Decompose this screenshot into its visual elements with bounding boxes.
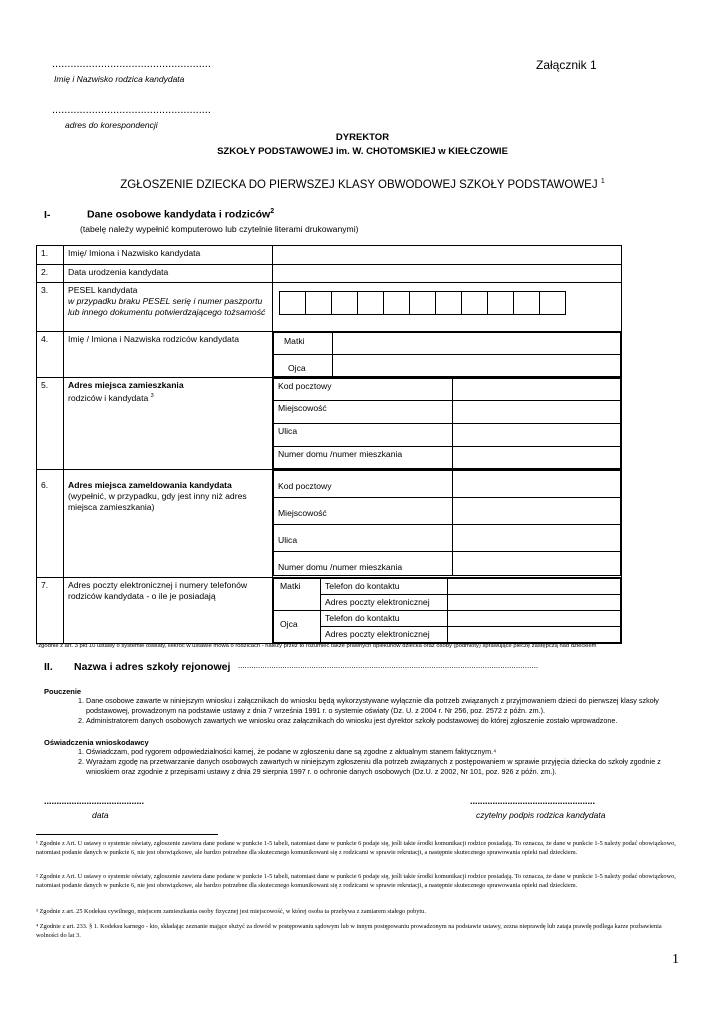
table-row bbox=[37, 265, 622, 283]
candidate-data-table bbox=[36, 245, 622, 644]
attachment-label: Załącznik 1 bbox=[536, 58, 597, 72]
row-label: Adres poczty elektronicznej i numery telefonów rodziców kandydata - o ile je posiadają bbox=[64, 578, 273, 644]
pesel-digit-box[interactable] bbox=[305, 291, 332, 315]
section1-note: (tabelę należy wypełnić komputerowo lub czytelnie literami drukowanymi) bbox=[80, 224, 359, 234]
city-label: Miejscowość bbox=[274, 498, 453, 525]
street-field[interactable] bbox=[453, 525, 621, 552]
pesel-field[interactable] bbox=[273, 283, 622, 332]
row-label: Adres miejsca zamieszkania rodziców i kandydata $^3$ bbox=[64, 378, 273, 470]
mother-email-field[interactable] bbox=[448, 595, 621, 611]
email-label: Adres poczty elektronicznej bbox=[321, 627, 448, 643]
table-row bbox=[37, 283, 622, 332]
mother-label: Matki bbox=[274, 333, 333, 355]
registered-address-cell bbox=[273, 470, 622, 578]
phone-label: Telefon do kontaktu bbox=[321, 611, 448, 627]
pesel-digit-box[interactable] bbox=[409, 291, 436, 315]
document-title: ZGŁOSZENIE DZIECKA DO PIERWSZEJ KLASY OBWODOWEJ SZKOŁY PODSTAWOWEJ $^1$ bbox=[120, 178, 605, 191]
street-field[interactable] bbox=[453, 424, 621, 447]
table-row bbox=[37, 246, 622, 265]
mother-label: Matki bbox=[274, 579, 321, 611]
postal-code-label: Kod pocztowy bbox=[274, 471, 453, 498]
row-label: Adres miejsca zameldowania kandydata (wypełnić, w przypadku, gdy jest inny niż adres miejsca zamieszkania) bbox=[64, 470, 273, 578]
section1-number: I- bbox=[44, 209, 51, 221]
page-number: 1 bbox=[672, 952, 679, 967]
row-label: Data urodzenia kandydata bbox=[64, 265, 273, 283]
father-name-field[interactable] bbox=[333, 355, 621, 377]
section2-title: Nazwa i adres szkoły rejonowej bbox=[74, 661, 231, 673]
pouczenie-list bbox=[36, 696, 666, 726]
pesel-digit-box[interactable] bbox=[461, 291, 488, 315]
city-label: Miejscowość bbox=[274, 401, 453, 424]
father-label: Ojca bbox=[274, 355, 333, 377]
postal-code-field[interactable] bbox=[453, 471, 621, 498]
mother-phone-field[interactable] bbox=[448, 579, 621, 595]
mother-name-field[interactable] bbox=[333, 333, 621, 355]
row-label: Imię / Imiona i Nazwiska rodziców kandydata bbox=[64, 332, 273, 378]
date-dots: ........................................ bbox=[44, 796, 145, 806]
address-label: adres do korespondencji bbox=[65, 120, 158, 130]
father-phone-field[interactable] bbox=[448, 611, 621, 627]
street-label: Ulica bbox=[274, 424, 453, 447]
row-number: 6. bbox=[37, 470, 64, 578]
pesel-digit-box[interactable] bbox=[357, 291, 384, 315]
house-number-field[interactable] bbox=[453, 552, 621, 576]
row-number: 3. bbox=[37, 283, 64, 332]
list-item: 2. Wyrażam zgodę na przetwarzanie danych osobowych zawartych w niniejszym zgłoszeniu dla potrzeb związanych z postępowaniem w sprawie przyjęcia dziecka do szkoły zgodnie z wnioskiem oraz zgodnie z przepisami ustawy z dnia 29 sierpnia 1997 r. o ochronie danych osobowych (Dz.U. z 2002, Nr 101, poz. 926 z późn. zm.). bbox=[86, 757, 666, 777]
house-number-label: Numer domu /numer mieszkania bbox=[274, 447, 453, 469]
row-number: 1. bbox=[37, 246, 64, 265]
street-label: Ulica bbox=[274, 525, 453, 552]
house-number-label: Numer domu /numer mieszkania bbox=[274, 552, 453, 576]
oswiadczenia-title: Oświadczenia wnioskodawcy bbox=[44, 738, 149, 747]
signature-dots: .................................................. bbox=[470, 796, 596, 806]
section1-title: Dane osobowe kandydata i rodziców$^2$ bbox=[87, 208, 275, 221]
footnote-1: ¹ Zgodnie z Art. U ustawy o systemie oświaty, zgłoszenie zawiera dane podane w punkcie 1-5 tabeli, natomiast dane w punkcie 6 podaje się, jeśli takie środki komunikacji rodzice posiadają. To oznacza, że dane w punkcie 1-5 należy podać obowiązkowo, natomiast podanie danych w punkcie 6, nie jest obowiązkowe, ale bardzo potrzebne dla skutecznego komunikowani się z rodzicami w sprawie rekrutacji, a następnie skutecznego sprawowania opieki nad dzieckiem. bbox=[36, 840, 676, 856]
pesel-digit-box[interactable] bbox=[487, 291, 514, 315]
table-row bbox=[37, 578, 622, 644]
recipient-line1: DYREKTOR bbox=[335, 132, 390, 143]
table-row bbox=[37, 332, 622, 378]
oswiadczenia-list bbox=[36, 747, 666, 777]
row-number: 7. bbox=[37, 578, 64, 644]
residence-address-cell bbox=[273, 378, 622, 470]
pesel-digit-box[interactable] bbox=[539, 291, 566, 315]
postal-code-field[interactable] bbox=[453, 379, 621, 401]
date-label: data bbox=[92, 810, 109, 820]
parent-name-label: Imię i Nazwisko rodzica kandydata bbox=[54, 74, 185, 84]
father-label: Ojca bbox=[274, 611, 321, 643]
pesel-digit-box[interactable] bbox=[513, 291, 540, 315]
table-footnote: *zgodnie z art. 3 pkt 10 ustawy o systemie oświaty, ilekroć w ustawie mowa o rodzicach - należy przez to rozumieć także prawnych opiekunów dziecka oraz osoby (podmioty) sprawujące pieczę zastępczą nad dzieckiem bbox=[36, 643, 597, 649]
footnote-3: ³ Zgodnie z art. 25 Kodeksu cywilnego, miejscem zamieszkania osoby fizycznej jest miejscowość, w której osoba ta przebywa z zamiarem stałego pobytu. bbox=[36, 908, 426, 915]
list-item: 1. Dane osobowe zawarte w niniejszym wniosku i załącznikach do wniosku będą wykorzystywane wyłącznie dla potrzeb związanych z przyjmowaniem dzieci do pierwszej klasy szkoły podstawowej, prowadzonym na podstawie ustawy z dnia 7 września 1991 r. o systemie oświaty (Dz. U. z 2004 r. Nr 256, poz. 2572 z późn. zm.). bbox=[86, 696, 666, 716]
father-email-field[interactable] bbox=[448, 627, 621, 643]
list-item: 2. Administratorem danych osobowych zawartych we wniosku oraz załącznikach do wniosku jest dyrektor szkoły podstawowej do której zgłoszenie zostało wprowadzone. bbox=[86, 716, 666, 726]
parent-name-dots: .................................................... bbox=[52, 58, 211, 70]
recipient-line2: SZKOŁY PODSTAWOWEJ im. W. CHOTOMSKIEJ w KIEŁCZOWIE bbox=[217, 146, 508, 157]
list-item: 1. Oświadczam, pod rygorem odpowiedzialności karnej, że podane w zgłoszeniu dane są zgodne z aktualnym stanem faktycznym.⁴ bbox=[86, 747, 666, 757]
row-number: 5. bbox=[37, 378, 64, 470]
pesel-digit-box[interactable] bbox=[331, 291, 358, 315]
section2-dots: ....................................................................................................................................... bbox=[238, 661, 539, 670]
pesel-digit-box[interactable] bbox=[435, 291, 462, 315]
city-field[interactable] bbox=[453, 498, 621, 525]
parents-names-cell bbox=[273, 332, 622, 378]
row-number: 4. bbox=[37, 332, 64, 378]
pesel-digit-box[interactable] bbox=[383, 291, 410, 315]
postal-code-label: Kod pocztowy bbox=[274, 379, 453, 401]
section2-number: II. bbox=[44, 661, 53, 673]
candidate-name-field[interactable] bbox=[273, 246, 622, 265]
city-field[interactable] bbox=[453, 401, 621, 424]
phone-label: Telefon do kontaktu bbox=[321, 579, 448, 595]
pesel-digit-box[interactable] bbox=[279, 291, 306, 315]
contacts-cell bbox=[273, 578, 622, 644]
footnote-4: ⁴ Zgodnie z art. 233. § 1. Kodeksu karnego - kto, składając zeznanie mające służyć za dowód w postępowaniu sądowym lub w innym postępowaniu prowadzonym na podstawie ustawy, zezna nieprawdę lub zataja prawdę podlega karze pozbawienia wolności do lat 3. bbox=[36, 923, 662, 939]
footnote-separator bbox=[36, 834, 218, 835]
signature-label: czytelny podpis rodzica kandydata bbox=[476, 810, 606, 820]
row-number: 2. bbox=[37, 265, 64, 283]
house-number-field[interactable] bbox=[453, 447, 621, 469]
table-row bbox=[37, 378, 622, 470]
row-label: PESEL kandydata w przypadku braku PESEL serię i numer paszportu lub innego dokumentu potwierdzającego tożsamość bbox=[64, 283, 273, 332]
row-label: Imię/ Imiona i Nazwisko kandydata bbox=[64, 246, 273, 265]
table-row bbox=[37, 470, 622, 578]
footnote-2: ² Zgodnie z Art. U ustawy o systemie oświaty, zgłoszenie zawiera dane podane w punkcie 1-5 tabeli, natomiast dane w punkcie 6 podaje się, jeśli takie środki komunikacji rodzice posiadają. To oznacza, że dane w punkcie 1-5 należy podać obowiązkowo, natomiast podanie danych w punkcie 6, nie jest obowiązkowe, ale bardzo potrzebne dla skutecznego komunikowani się z rodzicami w sprawie rekrutacji, a następnie skutecznego sprawowania opieki nad dzieckiem. bbox=[36, 873, 676, 889]
birth-date-field[interactable] bbox=[273, 265, 622, 283]
pouczenie-title: Pouczenie bbox=[44, 687, 82, 696]
email-label: Adres poczty elektronicznej bbox=[321, 595, 448, 611]
address-dots: .................................................... bbox=[52, 104, 211, 116]
